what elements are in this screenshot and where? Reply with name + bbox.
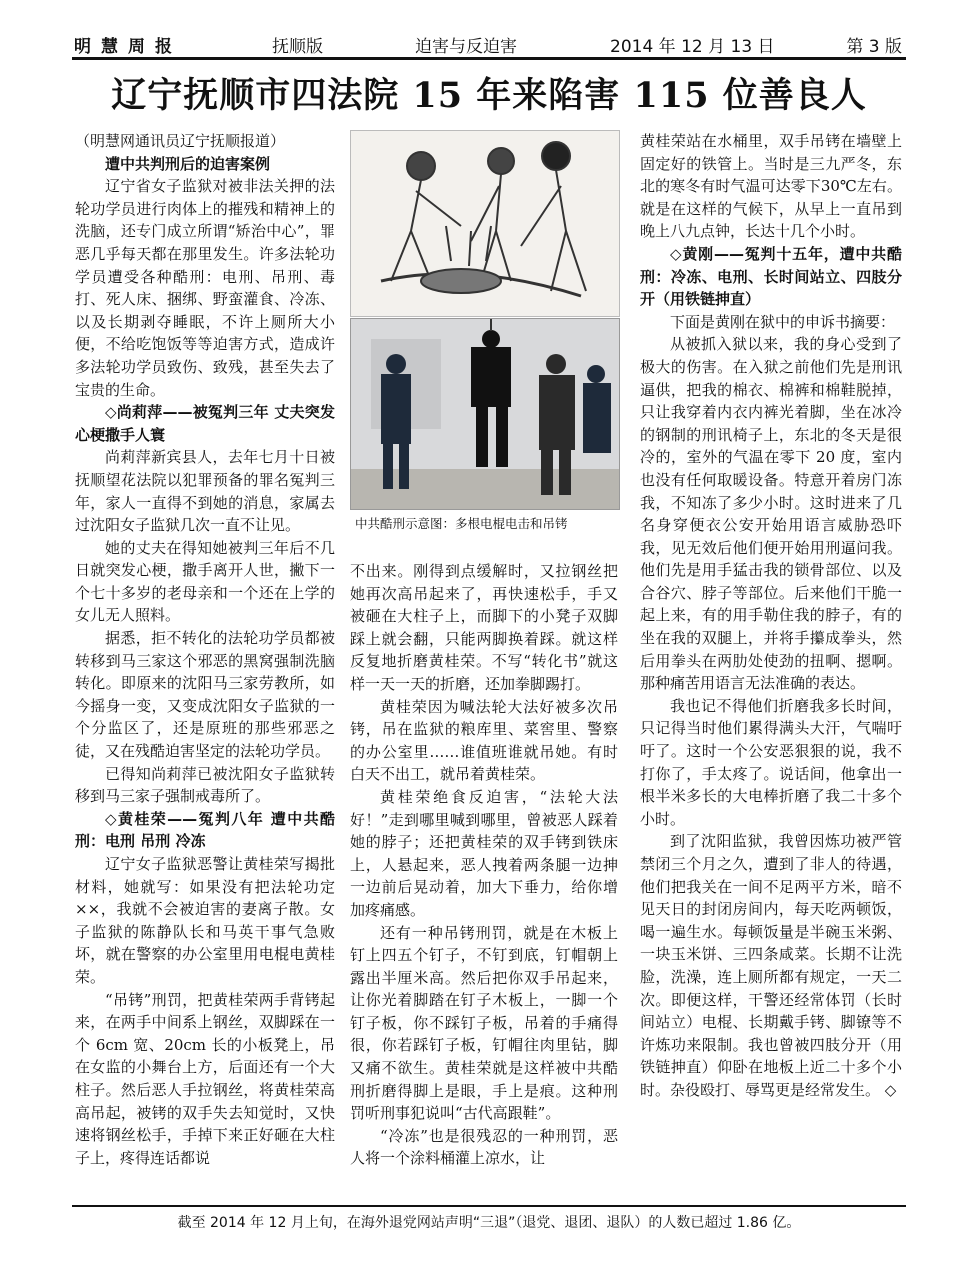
paragraph: 她的丈夫在得知她被判三年后不几日就突发心梗，撒手离开人世，撇下一个七十多岁的老母亲和一个还在上学的女儿无人照料。 (75, 538, 335, 625)
footer-note: 截至 2014 年 12 月上旬，在海外退党网站声明“三退”（退党、退团、退队）的人数已超过 1.86 亿。 (177, 1215, 801, 1231)
torture-illustration-drawing (350, 130, 620, 317)
image-caption: 中共酷刑示意图：多根电棍电击和吊铐 (355, 516, 568, 531)
paragraph: “冷冻”也是很残忍的一种刑罚，恶人将一个涂料桶灌上凉水，让 (350, 1126, 618, 1168)
paragraph: 到了沈阳监狱，我曾因炼功被严管禁闭三个月之久，遭到了非人的待遇，他们把我关在一间不足两平方米，暗不见天日的封闭房间内，每天吃两顿饭，喝一遍生水。每顿饭量是半碗玉米粥、一块玉米饼、三四条咸菜。长期不让洗脸，洗澡，连上厕所都有规定，一天二次。即便这样，干警还经常体罚（长时间站立）电棍、长期戴手铐、脚镣等不许炼功来限制。我也曾被四肢分开（用铁链抻直）仰卧在地板上近二十多个小时。杂役殴打、辱骂更是经常发生。 ◇ (640, 832, 902, 1099)
masthead (72, 30, 906, 58)
column-1 (75, 130, 335, 1169)
paragraph: 不出来。刚得到点缓解时，又拉钢丝把她再次高吊起来了，再快速松手，手又被砸在大柱子上，而脚下的小凳子双脚踩上就会翻，只能两脚换着踩。就这样反复地折磨黄桂荣。不写“转化书”就这样一天一天的折磨，还加拳脚踢打。 (350, 562, 618, 693)
issue-date: 2014 年 12 月 13 日 (610, 37, 775, 57)
paragraph: 据悉，拒不转化的法轮功学员都被转移到马三家这个邪恶的黑窝强制洗脑转化。即原来的沈阳马三家劳教所，如今摇身一变，又变成沈阳女子监狱的一个分监区了，还是原班的那些邪恶之徒，又在残酷迫害坚定的法轮功学员。 (75, 629, 335, 761)
top-rule (72, 57, 906, 60)
paragraph: 黄桂荣因为喊法轮大法好被多次吊铐，吊在监狱的粮库里、菜窖里、警察的办公室里……谁值班谁就吊她。有时白天不出工，就吊着黄桂荣。 (350, 697, 618, 784)
subheading: ◇尚莉萍——被冤判三年 丈夫突发心梗撒手人寰 (75, 403, 335, 444)
paragraph: 已得知尚莉萍已被沈阳女子监狱转移到马三家子强制戒毒所了。 (75, 764, 335, 806)
subheading: ◇黄桂荣——冤判八年 遭中共酷刑：电刑 吊刑 冷冻 (75, 809, 335, 851)
paragraph: 黄桂荣站在水桶里，双手吊铐在墙壁上固定好的铁管上。当时是三九严冬，东北的寒冬有时气温可达零下30℃左右。就是在这样的气候下，从早上一直吊到晚上八九点钟，长达十几个小时。 (640, 132, 902, 241)
torture-photo-hanging (350, 318, 620, 510)
paragraph: （明慧网通讯员辽宁抚顺报道） (75, 132, 286, 150)
paragraph: 辽宁省女子监狱对被非法关押的法轮功学员进行肉体上的摧残和精神上的洗脑，还专门成立所谓“矫治中心”，罪恶几乎每天都在那里发生。许多法轮功学员遭受各种酷刑：电刑、吊刑、毒打、死人床、捆绑、野蛮灌食、冷冻、以及长期剥夺睡眠，不许上厕所大小便，不给吃饱饭等等迫害方式，造成许多法轮功学员致伤、致残，甚至失去了宝贵的生命。 (75, 177, 335, 399)
paragraph: 下面是黄刚在狱中的申诉书摘要： (670, 312, 896, 331)
subheading: ◇黄刚——冤判十五年，遭中共酷刑：冷冻、电刑、长时间站立、四肢分开（用铁链抻直） (640, 244, 902, 309)
article-headline: 辽宁抚顺市四法院 15 年来陷害 115 位善良人 (111, 75, 867, 116)
subheading: 遭中共判刑后的迫害案例 (105, 154, 271, 173)
bottom-rule (72, 1205, 906, 1207)
page-number: 第 3 版 (846, 37, 902, 57)
paragraph: 我也记不得他们折磨我多长时间，只记得当时他们累得满头大汗，气喘吁吁了。这时一个公安恶狠狠的说，我不打你了，手太疼了。说话间，他拿出一根半米多长的大电棒折磨了我二十多个小时。 (640, 696, 902, 828)
edition-label: 抚顺版 (272, 37, 323, 57)
section-label: 迫害与反迫害 (415, 37, 517, 57)
paragraph: 辽宁女子监狱恶警让黄桂荣写揭批材料，她就写：如果没有把法轮功定××，我就不会被迫害的妻离子散。女子监狱的陈静队长和马英干事气急败坏，就在警察的办公室里用电棍电黄桂荣。 (75, 855, 335, 986)
paragraph: 还有一种吊铐刑罚，就是在木板上钉上四五个钉子，不钉到底，钉帽朝上露出半厘米高。然后把你双手吊起来，让你光着脚踏在钉子木板上，一脚一个钉子板，你不踩钉子板，吊着的手痛得很，你若踩钉子板，钉帽往肉里钻，脚又痛不欲生。黄桂荣就是这样被中共酷刑折磨得脚上是眼，手上是痕。这种刑罚听刑事犯说叫“古代高跟鞋”。 (350, 923, 618, 1123)
newspaper-name: 明慧周报 (74, 37, 182, 57)
column-3 (640, 130, 902, 1102)
paragraph: “吊铐”刑罚，把黄桂荣两手背铐起来，在两手中间系上钢丝，双脚踩在一个 6cm 宽、20cm 长的小板凳上，吊在女监的小舞台上方，后面还有一个大柱子。然后恶人手拉钢丝，将黄桂荣高高吊起，被铐的双手失去知觉时，又快速将钢丝松手，手掉下来正好砸在大柱子上，疼得连话都说 (75, 990, 335, 1167)
paragraph: 从被抓入狱以来，我的身心受到了极大的伤害。在入狱之前他们先是刑讯逼供，把我的棉衣、棉裤和棉鞋脱掉，只让我穿着内衣内裤光着脚，坐在冰冷的钢制的刑讯椅子上，东北的冬天是很冷的，室外的气温在零下 20 度，室内也没有任何取暖设备。特意开着房门冻我，不知冻了多少小时。这时进来了几名身穿便衣公安开始用语言威胁恐吓我，见无效后他们便开始用刑逼问我。他们先是用手猛击我的锁骨部位、以及合谷穴、脖子等部位。后来他们干脆一起上来，有的用手勒住我的脖子，有的坐在我的双腿上，并将手攥成拳头，然后用拳头在两肋处使劲的扭啊、摁啊。那种痛苦用语言无法准确的表达。 (640, 335, 902, 693)
column-2 (350, 560, 618, 1170)
paragraph: 尚莉萍新宾县人，去年七月十日被抚顺望花法院以犯罪预备的罪名冤判三年，家人一直得不到她的消息，家属去过沈阳女子监狱几次一直不让见。 (75, 448, 335, 535)
paragraph: 黄桂荣绝食反迫害，“法轮大法好！”走到哪里喊到哪里，曾被恶人踩着她的脖子；还把黄桂荣的双手铐到铁床上，人悬起来，恶人拽着两条腿一边抻一边前后晃动着，加大下垂力，给你增加疼痛感。 (350, 787, 618, 919)
